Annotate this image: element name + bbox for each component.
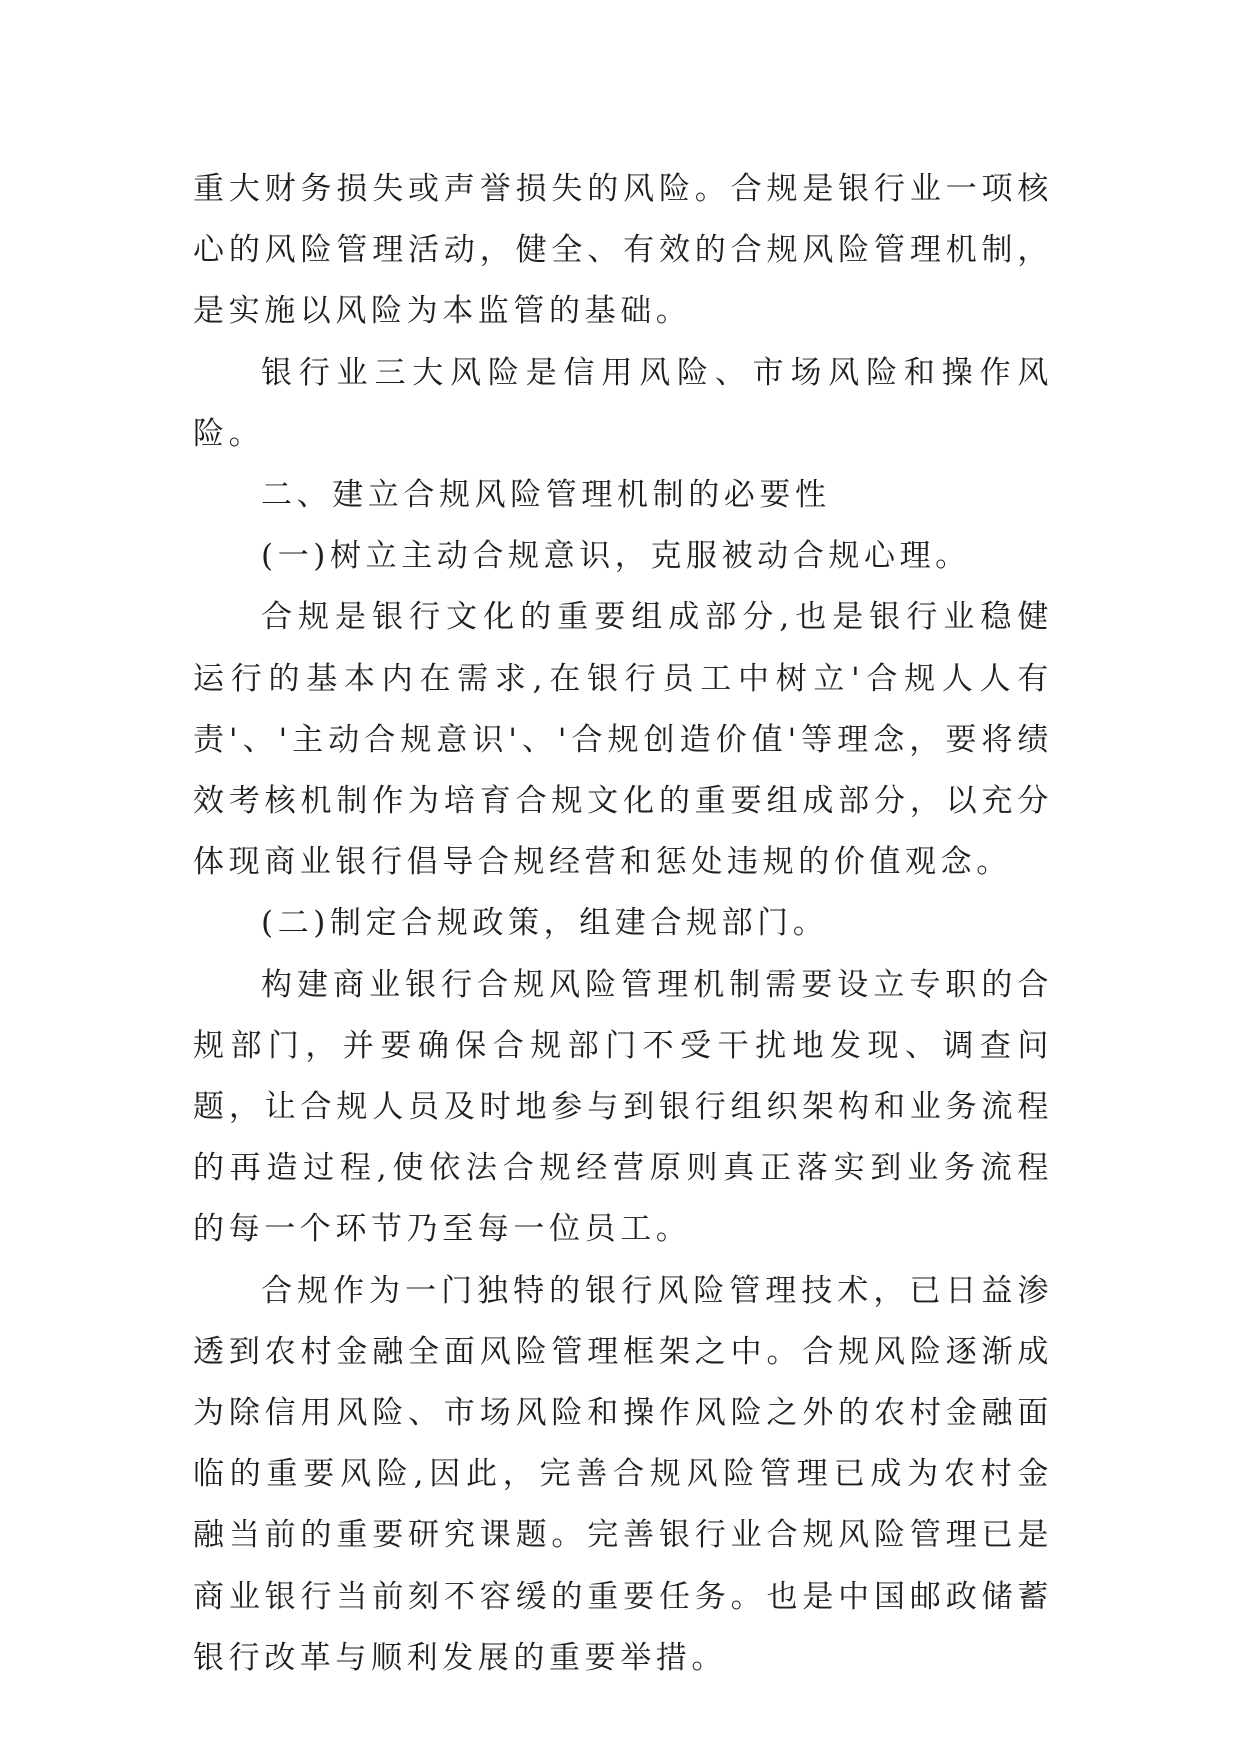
paragraph-three-major-risks: 银行业三大风险是信用风险、市场风险和操作风险。: [193, 354, 1053, 452]
paragraph-compliance-department: 构建商业银行合规风险管理机制需要设立专职的合规部门，并要确保合规部门不受干扰地发现、调查问题，让合规人员及时地参与到银行组织架构和业务流程的再造过程,使依法合规经营原则真正落实到业务流程的每一个环节乃至每一位员工。: [193, 966, 1053, 1248]
subheading-compliance-policy: (二)制定合规政策，组建合规部门。: [261, 905, 829, 942]
paragraph-compliance-technique: 合规作为一门独特的银行风险管理技术，已日益渗透到农村金融全面风险管理框架之中。合规风险逐渐成为除信用风险、市场风险和操作风险之外的农村金融面临的重要风险,因此，完善合规风险管理已成为农村金融当前的重要研究课题。完善银行业合规风险管理已是商业银行当前刻不容缓的重要任务。也是中国邮政储蓄银行改革与顺利发展的重要举措。: [193, 1272, 1053, 1676]
section-heading-necessity: 二、建立合规风险管理机制的必要性: [261, 477, 831, 514]
paragraph-compliance-culture: 合规是银行文化的重要组成部分,也是银行业稳健运行的基本内在需求,在银行员工中树立'合规人人有责'、'主动合规意识'、'合规创造价值'等理念，要将绩效考核机制作为培育合规文化的重要组成部分，以充分体现商业银行倡导合规经营和惩处违规的价值观念。: [193, 599, 1053, 881]
subheading-active-compliance: (一)树立主动合规意识，克服被动合规心理。: [261, 538, 971, 575]
document-body: [193, 159, 1053, 1689]
paragraph-risk-definition-continued: 重大财务损失或声誉损失的风险。合规是银行业一项核心的风险管理活动，健全、有效的合规风险管理机制，是实施以风险为本监管的基础。: [193, 171, 1053, 330]
